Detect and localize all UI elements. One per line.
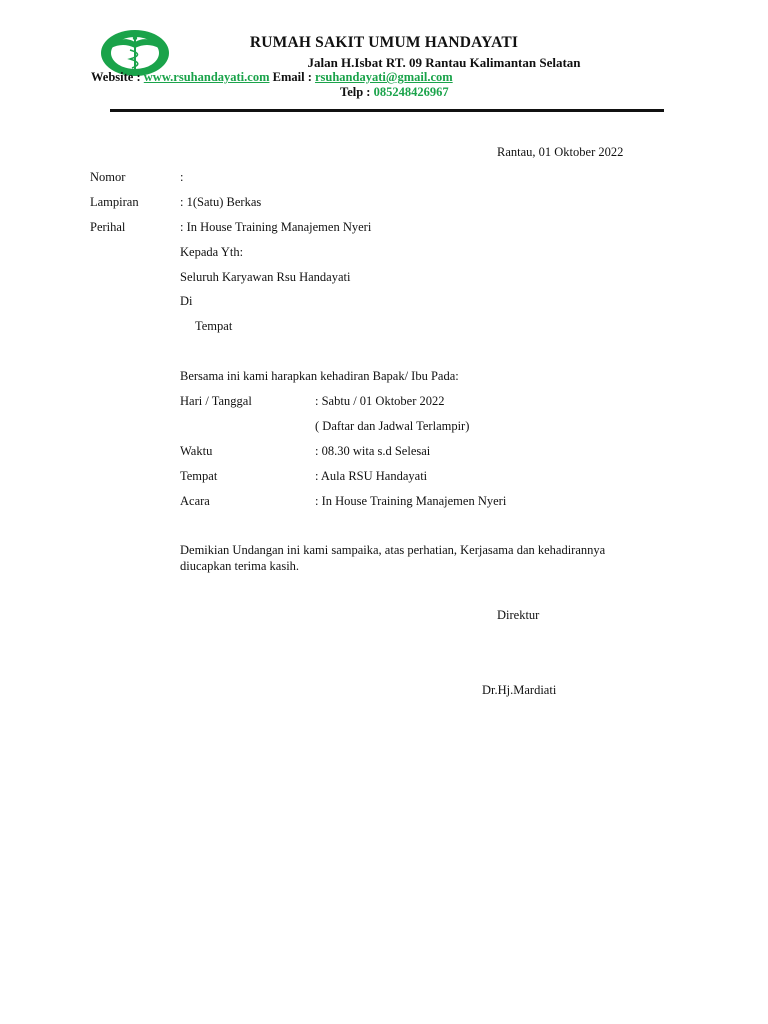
recipient-to: Kepada Yth: bbox=[180, 245, 244, 259]
email-label: Email : bbox=[272, 70, 312, 84]
detail-label-time: Waktu bbox=[180, 444, 213, 458]
signature-title: Direktur bbox=[497, 608, 540, 622]
detail-value-schedule-note: ( Daftar dan Jadwal Terlampir) bbox=[315, 419, 470, 433]
detail-label-event: Acara bbox=[180, 494, 210, 508]
meta-label-perihal: Perihal bbox=[90, 220, 126, 234]
detail-label-venue: Tempat bbox=[180, 469, 218, 483]
phone-line bbox=[340, 85, 449, 100]
meta-value-perihal: : In House Training Manajemen Nyeri bbox=[180, 220, 372, 234]
detail-value-date: : Sabtu / 01 Oktober 2022 bbox=[315, 394, 445, 408]
email-link[interactable]: rsuhandayati@gmail.com bbox=[314, 70, 453, 84]
website-link[interactable]: www.rsuhandayati.com bbox=[143, 70, 270, 84]
meta-label-nomor: Nomor bbox=[90, 170, 126, 184]
detail-value-event: : In House Training Manajemen Nyeri bbox=[315, 494, 507, 508]
website-label: Website : bbox=[91, 70, 141, 84]
detail-value-venue: : Aula RSU Handayati bbox=[315, 469, 428, 483]
detail-label-date: Hari / Tanggal bbox=[180, 394, 252, 408]
recipient-name: Seluruh Karyawan Rsu Handayati bbox=[180, 270, 351, 284]
place-date: Rantau, 01 Oktober 2022 bbox=[497, 145, 624, 159]
detail-value-time: : 08.30 wita s.d Selesai bbox=[315, 444, 431, 458]
invitation-intro: Bersama ini kami harapkan kehadiran Bapak/ Ibu Pada: bbox=[180, 369, 459, 383]
contact-line bbox=[91, 70, 453, 85]
hospital-address: Jalan H.Isbat RT. 09 Rantau Kalimantan Selatan bbox=[307, 55, 581, 70]
closing-line-1: Demikian Undangan ini kami sampaika, atas perhatian, Kerjasama dan kehadirannya bbox=[180, 543, 606, 557]
meta-label-lampiran: Lampiran bbox=[90, 195, 139, 209]
hospital-name: RUMAH SAKIT UMUM HANDAYATI bbox=[249, 34, 519, 51]
meta-value-lampiran: : 1(Satu) Berkas bbox=[180, 195, 262, 209]
phone-number: 085248426967 bbox=[373, 85, 449, 99]
meta-value-nomor: : bbox=[180, 170, 184, 184]
closing-line-2: diucapkan terima kasih. bbox=[180, 559, 300, 573]
signature-name: Dr.Hj.Mardiati bbox=[482, 683, 557, 697]
phone-label: Telp : bbox=[340, 85, 371, 99]
letterhead-divider bbox=[110, 109, 664, 112]
recipient-di: Di bbox=[180, 294, 193, 308]
recipient-place: Tempat bbox=[195, 319, 233, 333]
